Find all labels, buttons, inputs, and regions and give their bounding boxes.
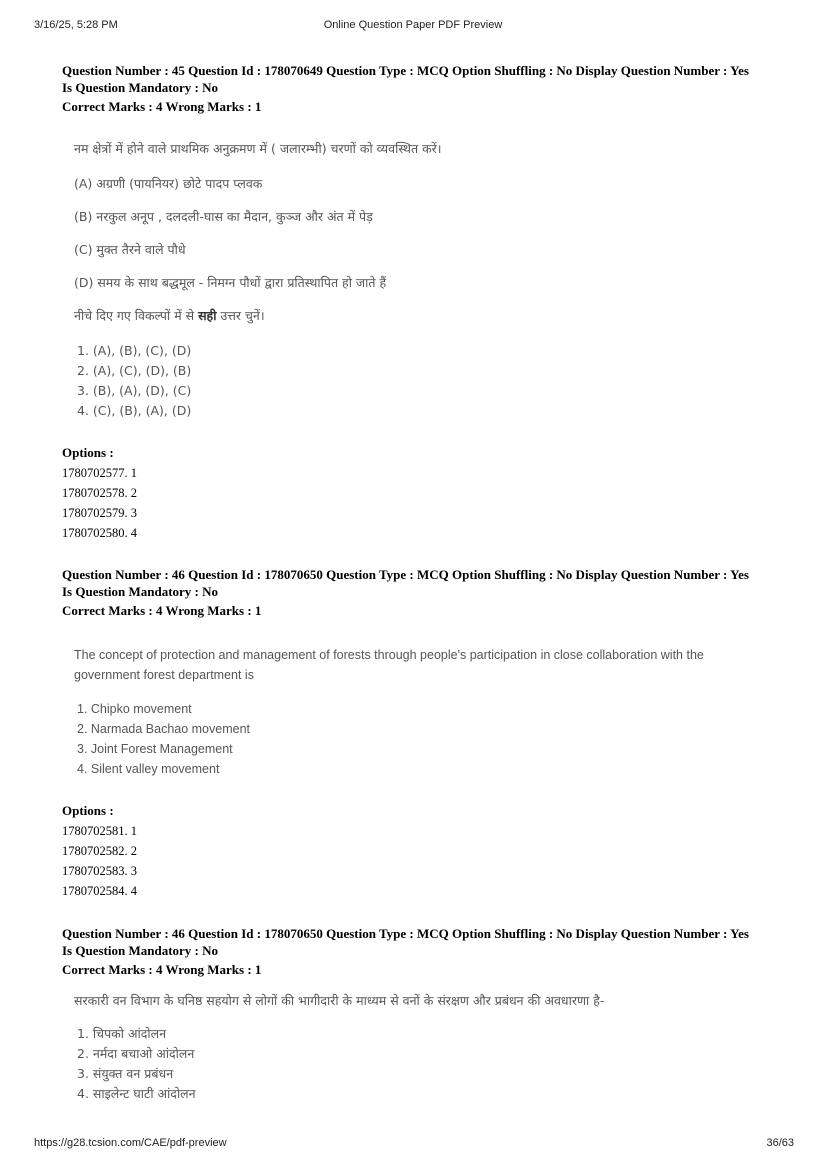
- question-45-stem: नम क्षेत्रों में होने वाले प्राथमिक अनुक्रमण में ( जलारम्भी) चरणों को व्यवस्थित करें।: [74, 141, 442, 156]
- option-row: 1780702583. 3: [62, 864, 137, 878]
- question-45-meta-line1: Question Number : 45 Question Id : 178070649 Question Type : MCQ Option Shuffling : No Display Question Number : Yes: [62, 63, 749, 78]
- question-46b-meta-line2: Is Question Mandatory : No: [62, 943, 219, 958]
- question-46b-choice-4: 4. साइलेन्ट घाटी आंदोलन: [77, 1086, 196, 1101]
- question-45-item-d: (D) समय के साथ बद्धमूल - निमग्न पौधों द्वारा प्रतिस्थापित हो जाते हैं: [74, 275, 387, 290]
- option-row: 1780702582. 2: [62, 844, 137, 858]
- page-number: 36/63: [766, 1137, 794, 1149]
- question-45-choice-1: 1. (A), (B), (C), (D): [77, 343, 192, 358]
- question-45-item-b: (B) नरकुल अनूप , दलदली-घास का मैदान, कुञ्ज और अंत में पेड़: [74, 209, 373, 224]
- option-row: 1780702579. 3: [62, 506, 137, 520]
- question-45-choice-3: 3. (B), (A), (D), (C): [77, 383, 192, 398]
- question-46a-meta-line2: Is Question Mandatory : No: [62, 584, 219, 599]
- question-46a-meta-line1: Question Number : 46 Question Id : 178070650 Question Type : MCQ Option Shuffling : No Display Question Number : Yes: [62, 567, 749, 582]
- option-row: 1780702578. 2: [62, 486, 137, 500]
- question-46b-meta-line3: Correct Marks : 4 Wrong Marks : 1: [62, 962, 262, 977]
- question-46a-choice-2: 2. Narmada Bachao movement: [77, 722, 251, 736]
- options-title: Options :: [62, 803, 114, 818]
- question-45-choice-4: 4. (C), (B), (A), (D): [77, 403, 192, 418]
- question-46b-choice-3: 3. संयुक्त वन प्रबंधन: [77, 1066, 174, 1081]
- emphasis-correct: सही: [198, 308, 217, 323]
- question-46a-options: [62, 801, 137, 901]
- question-46a-meta: [62, 566, 782, 619]
- question-45-meta: [62, 62, 782, 115]
- option-row: 1780702577. 1: [62, 466, 137, 480]
- question-46b-stem: सरकारी वन विभाग के घनिष्ठ सहयोग से लोगों की भागीदारी के माध्यम से वनों के संरक्षण और प्रबंधन की अवधारणा है-: [74, 993, 605, 1008]
- question-46b-choice-2: 2. नर्मदा बचाओ आंदोलन: [77, 1046, 195, 1061]
- question-46a-meta-line3: Correct Marks : 4 Wrong Marks : 1: [62, 603, 262, 618]
- question-45-instruction: नीचे दिए गए विकल्पों में से सही उत्तर चुनें।: [74, 308, 265, 323]
- question-45-options: [62, 443, 137, 543]
- option-row: 1780702581. 1: [62, 824, 137, 838]
- question-46a-choice-4: 4. Silent valley movement: [77, 762, 220, 776]
- question-46a-stem-line2: government forest department is: [74, 668, 254, 682]
- print-datetime: 3/16/25, 5:28 PM: [34, 19, 118, 31]
- question-46a-choice-1: 1. Chipko movement: [77, 702, 192, 716]
- question-45-meta-line2: Is Question Mandatory : No: [62, 80, 219, 95]
- question-46b-choice-1: 1. चिपको आंदोलन: [77, 1026, 167, 1041]
- option-row: 1780702584. 4: [62, 884, 137, 898]
- question-45-meta-line3: Correct Marks : 4 Wrong Marks : 1: [62, 99, 262, 114]
- question-46b-meta-line1: Question Number : 46 Question Id : 178070650 Question Type : MCQ Option Shuffling : No Display Question Number : Yes: [62, 926, 749, 941]
- question-46a-stem-line1: The concept of protection and management of forests through people's participation in close collaboration with the: [74, 648, 704, 662]
- options-title: Options :: [62, 445, 114, 460]
- question-46a-choice-3: 3. Joint Forest Management: [77, 742, 233, 756]
- page-url: https://g28.tcsion.com/CAE/pdf-preview: [34, 1137, 227, 1149]
- option-row: 1780702580. 4: [62, 526, 137, 540]
- question-46b-meta: [62, 925, 782, 978]
- page-title: Online Question Paper PDF Preview: [323, 19, 503, 31]
- question-45-choice-2: 2. (A), (C), (D), (B): [77, 363, 192, 378]
- question-45-item-a: (A) अग्रणी (पायनियर) छोटे पादप प्लवक: [74, 176, 263, 191]
- question-45-item-c: (C) मुक्त तैरने वाले पौधे: [74, 242, 186, 257]
